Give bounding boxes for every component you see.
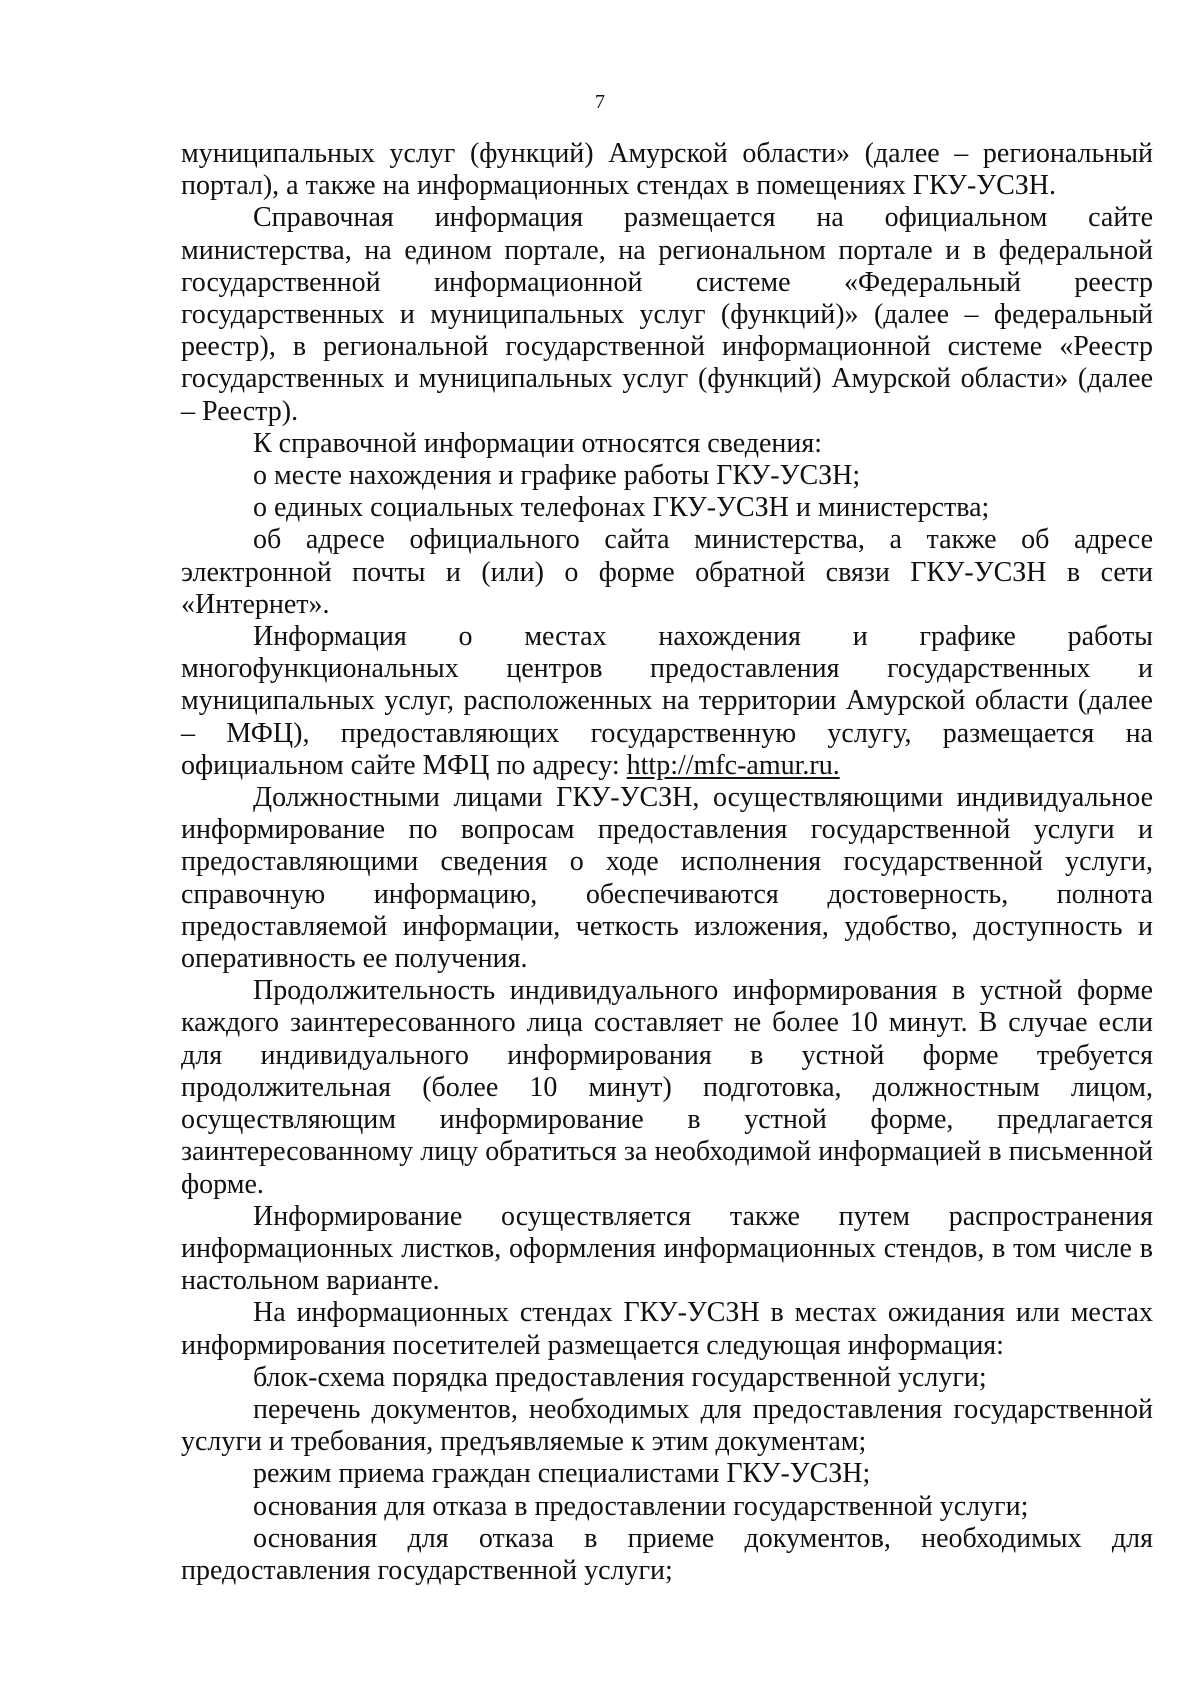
paragraph-reference-info-placement: Справочная информация размещается на официальном сайте министерства, на едином портале, на региональном портале и в федеральной государственной информационной системе «Федеральный реестр государственных и муниципальных услуг (функций)» (далее – федеральный реестр), в региональной государственной информационной системе «Реестр государственных и муниципальных услуг (функций) Амурской области» (далее – Реестр). [181, 202, 1153, 427]
paragraph-portal-continuation: муниципальных услуг (функций) Амурской области» (далее – региональный портал), а также на информационных стендах в помещениях ГКУ-УСЗН. [181, 138, 1153, 202]
paragraph-consultation-duration: Продолжительность индивидуального информирования в устной форме каждого заинтересованного лица составляет не более 10 минут. В случае если для индивидуального информирования в устной форме требуется продолжительная (более 10 минут) подготовка, должностным лицом, осуществляющим информирование в устной форме, предлагается заинтересованному лицу обратиться за необходимой информацией в письменной форме. [181, 975, 1153, 1200]
list-item-document-refusal-grounds: основания для отказа в приеме документов, необходимых для предоставления государственной услуги; [181, 1522, 1153, 1586]
page-number: 7 [595, 91, 605, 113]
list-item-reception-hours: режим приема граждан специалистами ГКУ-УСЗН; [253, 1458, 871, 1490]
paragraph-stands-intro: На информационных стендах ГКУ-УСЗН в местах ожидания или местах информирования посетителей размещается следующая информация: [181, 1297, 1153, 1361]
paragraph-officials-duties: Должностными лицами ГКУ-УСЗН, осуществляющими индивидуальное информирование по вопросам предоставления государственной услуги и предоставляющими сведения о ходе исполнения государственной услуги, справочную информацию, обеспечиваются достоверность, полнота предоставляемой информации, четкость изложения, удобство, доступность и оперативность ее получения. [181, 782, 1153, 975]
paragraph-information-leaflets: Информирование осуществляется также путем распространения информационных листков, оформления информационных стендов, в том числе в настольном варианте. [181, 1200, 1153, 1297]
paragraph-mfc-info [181, 621, 1153, 782]
mfc-website-link[interactable]: http://mfc-amur.ru. [626, 749, 840, 781]
paragraph-reference-info-intro: К справочной информации относятся сведения: [253, 427, 823, 459]
list-item-website-email: об адресе официального сайта министерства, а также об адресе электронной почты и (или) о форме обратной связи ГКУ-УСЗН в сети «Интернет». [181, 524, 1153, 620]
list-item-phones: о единых социальных телефонах ГКУ-УСЗН и министерства; [253, 492, 990, 524]
list-item-location-schedule: о месте нахождения и графике работы ГКУ-УСЗН; [253, 460, 861, 492]
list-item-refusal-grounds: основания для отказа в предоставлении государственной услуги; [253, 1490, 1029, 1522]
list-item-documents-list: перечень документов, необходимых для предоставления государственной услуги и требования, предъявляемые к этим документам; [181, 1393, 1153, 1458]
list-item-flowchart: блок-схема порядка предоставления государственной услуги; [253, 1361, 987, 1393]
document-body [181, 138, 1153, 1587]
mfc-info-text: Информация о местах нахождения и графике работы многофункциональных центров предоставления государственных и муниципальных услуг, расположенных на территории Амурской области (далее – МФЦ), предоставляющих государственную услугу, размещается на официальном сайте МФЦ по адресу: [181, 621, 1153, 781]
